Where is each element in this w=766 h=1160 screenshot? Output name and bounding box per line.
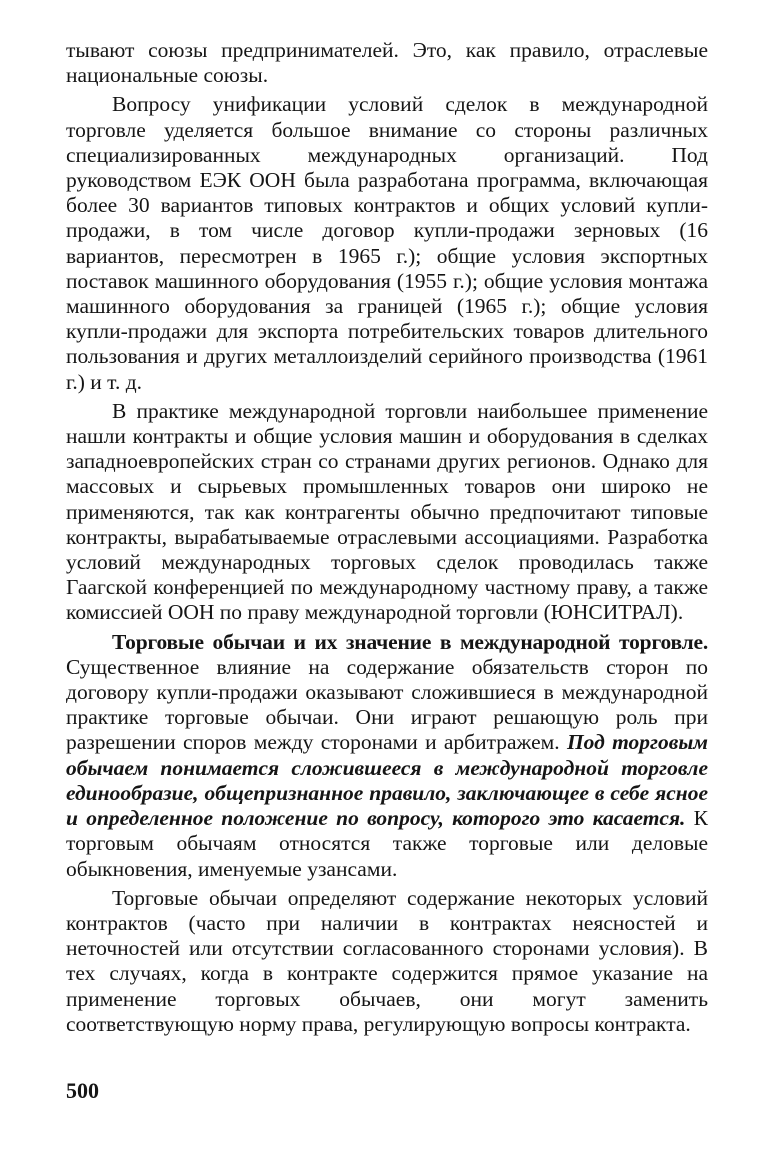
paragraph-trade-customs: [66, 630, 708, 882]
trade-custom-definition: Под торговым обычаем понимается сложившееся в международной торговле единообразие, общепризнанное правило, заключающее в себе ясное и определенное положение по вопросу, которого это касается.: [66, 730, 708, 831]
paragraph-customs-content: Торговые обычаи определяют содержание некоторых условий контрактов (часто при наличии в контрактах неясностей и неточностей или отсутствии согласованного сторонами условия). В тех случаях, когда в контракте содержится прямое указание на применение торговых обычаев, они могут заменить соответствующую норму права, регулирующую вопросы контракта.: [66, 885, 708, 1036]
page-number: 500: [66, 1078, 99, 1103]
paragraph-text-before-definition: Существенное влияние на содержание обязательств сторон по договору купли-продажи оказывают сложившиеся в международной практике торговые обычаи. Они играют решающую роль при разрешении споров между сторонами и арбитражем.: [66, 654, 708, 755]
paragraph-practice: В практике международной торговли наибольшее применение нашли контракты и общие условия машин и оборудования в сделках западноевропейских стран со странами других регионов. Однако для массовых и сырьевых промышленных товаров они широко не применяются, так как контрагенты обычно предпочитают типовые контракты, вырабатываемые отраслевыми ассоциациями. Разработка условий международных торговых сделок проводилась также Гаагской конференцией по международному частному праву, а также комиссией ООН по праву международной торговли (ЮНСИТРАЛ).: [66, 398, 708, 625]
page-body: [66, 38, 708, 1037]
section-heading-trade-customs: Торговые обычаи и их значение в международной торговле.: [112, 629, 708, 654]
paragraph-unification: Вопросу унификации условий сделок в международной торговле уделяется большое внимание со стороны различных специализированных международных организаций. Под руководством ЕЭК ООН была разработана программа, включающая более 30 вариантов типовых контрактов и общих условий купли-продажи, в том числе договор купли-продажи зерновых (16 вариантов, пересмотрен в 1965 г.); общие условия экспортных поставок машинного оборудования (1955 г.); общие условия монтажа машинного оборудования за границей (1965 г.); общие условия купли-продажи для экспорта потребительских товаров длительного пользования и других металлоизделий серийного производства (1961 г.) и т. д.: [66, 92, 708, 394]
paragraph-continuation: тывают союзы предпринимателей. Это, как правило, отраслевые национальные союзы.: [66, 38, 708, 88]
paragraph-text-after-definition: К торговым обычаям относятся также торговые или деловые обыкновения, именуемые узансами.: [66, 806, 708, 881]
